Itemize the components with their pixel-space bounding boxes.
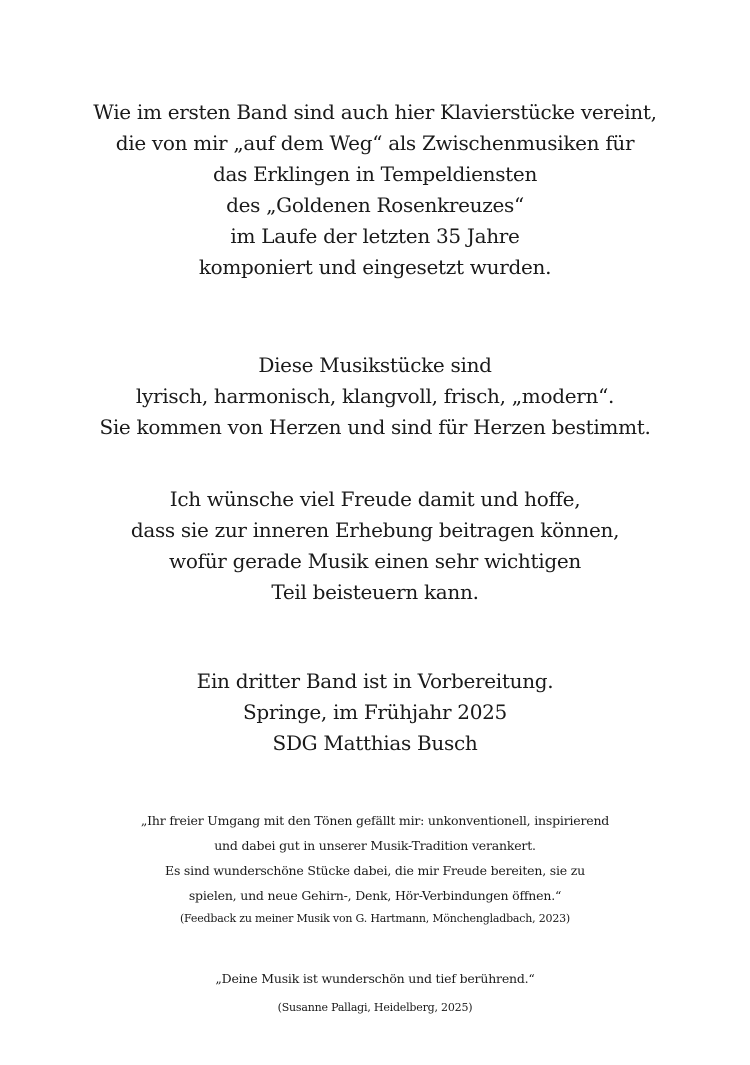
place-date: Springe, im Frühjahr 2025 [243, 700, 507, 724]
text-line: das Erklingen in Tempeldiensten [212, 162, 538, 186]
text-line: Teil beisteuern kann. [271, 580, 479, 604]
text-line: Diese Musikstücke sind [258, 353, 492, 377]
text-line: Sie kommen von Herzen und sind für Herzen bestimmt. [99, 415, 651, 439]
paragraph-wishes [0, 484, 750, 608]
quote-line: „Ihr freier Umgang mit den Tönen gefällt mir: unkonventionell, inspirierend [140, 813, 610, 828]
testimonial-quote-2 [0, 966, 750, 1019]
text-line: Wie im ersten Band sind auch hier Klavierstücke vereint, [93, 100, 657, 124]
quote-line: und dabei gut in unserer Musik-Tradition verankert. [214, 838, 536, 853]
quote-line: Es sind wunderschöne Stücke dabei, die mir Freude bereiten, sie zu [165, 863, 585, 878]
text-line: Ein dritter Band ist in Vorbereitung. [196, 669, 554, 693]
text-line: die von mir „auf dem Weg“ als Zwischenmusiken für [115, 131, 635, 155]
paragraph-intro [0, 97, 750, 283]
quote-line: „Deine Musik ist wunderschön und tief berührend.“ [215, 971, 535, 986]
quote-source: (Feedback zu meiner Musik von G. Hartmann, Mönchengladbach, 2023) [179, 912, 571, 925]
text-line: komponiert und eingesetzt wurden. [198, 255, 552, 279]
text-line: Ich wünsche viel Freude damit und hoffe, [169, 487, 581, 511]
quote-line: spielen, und neue Gehirn-, Denk, Hör-Verbindungen öffnen.“ [188, 888, 562, 903]
text-line: lyrisch, harmonisch, klangvoll, frisch, „modern“. [135, 384, 615, 408]
paragraph-signature [0, 666, 750, 759]
text-line: im Laufe der letzten 35 Jahre [230, 224, 520, 248]
text-line: des „Goldenen Rosenkreuzes“ [226, 193, 524, 217]
quote-source: (Susanne Pallagi, Heidelberg, 2025) [277, 1001, 473, 1014]
testimonial-quote-1 [0, 808, 750, 930]
author-signature: SDG Matthias Busch [272, 731, 478, 755]
text-line: wofür gerade Musik einen sehr wichtigen [169, 549, 581, 573]
text-line: dass sie zur inneren Erhebung beitragen können, [130, 518, 620, 542]
paragraph-character [0, 350, 750, 443]
